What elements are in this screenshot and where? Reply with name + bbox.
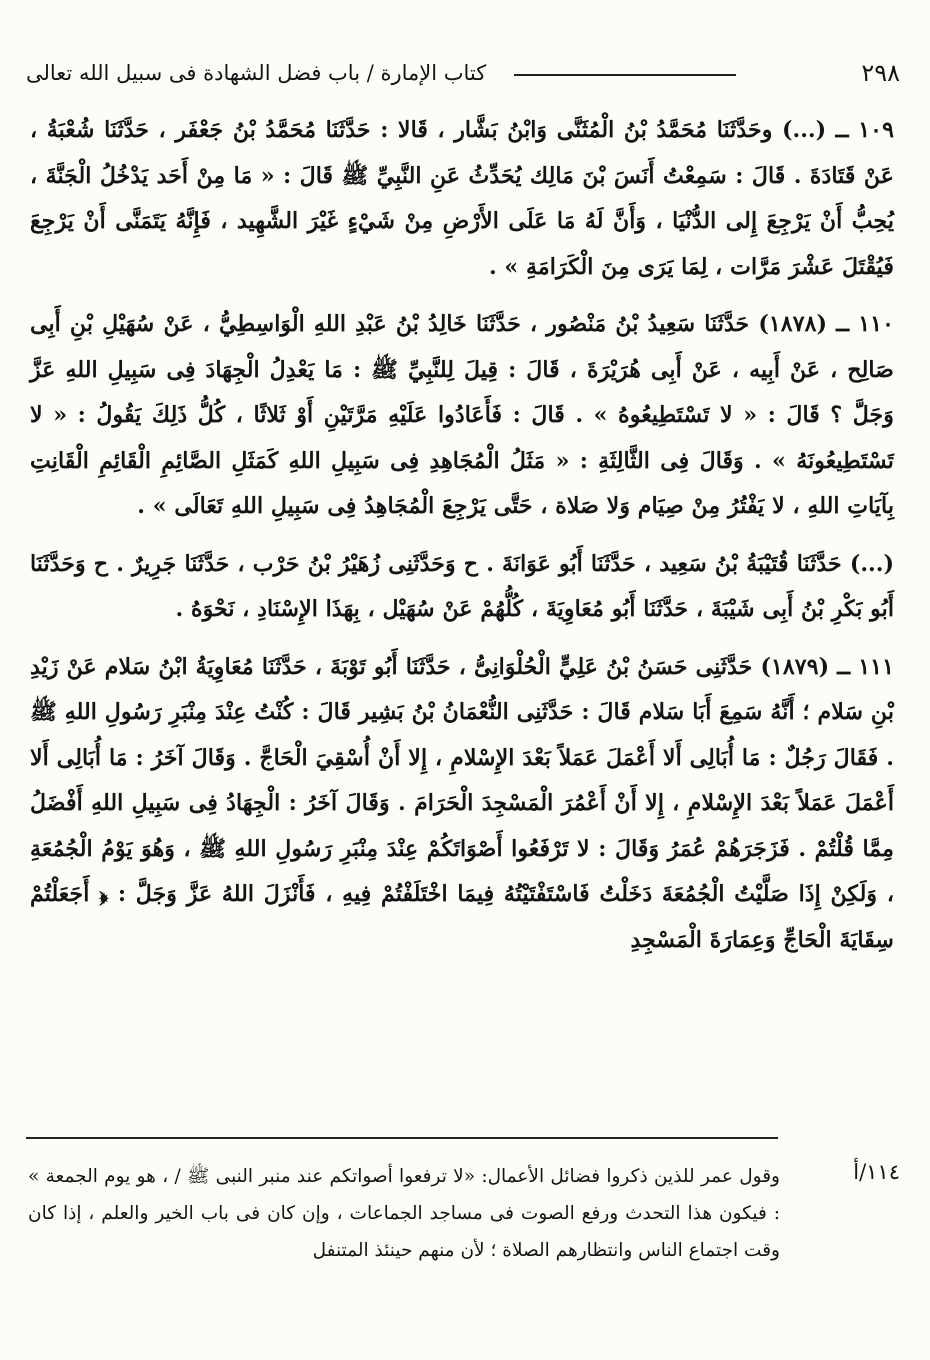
hadith-111: ١١١ ــ (١٨٧٩) حَدَّثَنِى حَسَنُ بْنُ عَلِيٍّ الْحُلْوَانِىُّ ، حَدَّثَنَا أَبُو تَوْبَةَ ، حَدَّثَنَا مُعَاوِيَةُ ابْنُ سَلام عَنْ زَيْدِ بْنِ سَلام ؛ أَنَّهُ سَمِعَ أَبَا سَلام قَالَ : حَدَّثَنِى النُّعْمَانُ بْنُ بَشِير قَالَ : كُنْتُ عِنْدَ مِنْبَرِ رَسُولِ اللهِ ﷺ . فَقَالَ رَجُلٌ : مَا أُبَالِى أَلا أَعْمَلَ عَمَلاً بَعْدَ الإِسْلامِ ، إِلا أَنْ أُسْقِيَ الْحَاجَّ . وَقَالَ آخَرُ : مَا أُبَالِى أَلا أَعْمَلَ عَمَلاً بَعْدَ الإِسْلامِ ، إِلا أَنْ أَعْمُرَ الْمَسْجِدَ الْحَرَامَ . وَقَالَ آخَرُ : الْجِهَادُ فِى سَبِيلِ اللهِ أَفْضَلُ مِمَّا قُلْتُمْ . فَزَجَرَهُمْ عُمَرُ وَقَالَ : لا تَرْفَعُوا أَصْوَاتَكُمْ عِنْدَ مِنْبَرِ رَسُولِ اللهِ ﷺ ، وَهُوَ يَوْمُ الْجُمُعَةِ ، وَلَكِنْ إِذَا صَلَّيْتُ الْجُمُعَةَ دَخَلْتُ فَاسْتَفْتَيْتُهُ فِيمَا اخْتَلَفْتُمْ فِيهِ ، فَأَنْزَلَ اللهُ عَزَّ وَجَلَّ : ﴿ أَجَعَلْتُمْ سِقَايَةَ الْحَاجِّ وَعِمَارَةَ الْمَسْجِدِ [30,653,894,953]
footnote-rule [26,1137,778,1139]
footnote-text: وقول عمر للذين ذكروا فضائل الأعمال: «لا ترفعوا أصواتكم عند منبر النبى ﷺ / ، هو يوم الجمعة » : فيكون هذا التحدث ورفع الصوت فى مساجد الجماعات ، وإن كان فى باب الخير والعلم ، إذا كان وقت اجتماع الناس وانتظارهم الصلاة ؛ لأن منهم حينئذ المتنفل [28,1166,780,1261]
running-header [26,56,900,90]
main-text [30,108,894,963]
footnote-marker: ١١٤/أ [853,1160,900,1184]
page-number: ٢٩٨ [861,59,900,87]
header-rule [514,74,736,76]
chapter-title: كتاب الإمارة / باب فضل الشهادة فى سبيل الله تعالى [26,61,487,85]
hadith-109: ١٠٩ ــ (...) وحَدَّثَنَا مُحَمَّدُ بْنُ الْمُثَنَّى وَابْنُ بَشَّار ، قَالا : حَدَّثَنَا مُحَمَّدُ بْنُ جَعْفَر ، حَدَّثَنَا شُعْبَةُ ، عَنْ قَتَادَةَ . قَالَ : سَمِعْتُ أَنَسَ بْنَ مَالِك يُحَدِّثُ عَنِ النَّبِيِّ ﷺ قَالَ : « مَا مِنْ أَحَد يَدْخُلُ الْجَنَّةَ ، يُحِبُّ أَنْ يَرْجِعَ إِلى الدُّنْيَا ، وَأَنَّ لَهُ مَا عَلَى الأَرْضِ مِنْ شَيْءٍ غَيْرَ الشَّهِيد ، فَإِنَّهُ يَتَمَنَّى أَنْ يَرْجِعَ فَيُقْتَلَ عَشْرَ مَرَّات ، لِمَا يَرَى مِنَ الْكَرَامَةِ » . [30,117,894,280]
hadith-110: ١١٠ ــ (١٨٧٨) حَدَّثَنَا سَعِيدُ بْنُ مَنْصُور ، حَدَّثَنَا خَالِدُ بْنُ عَبْدِ اللهِ الْوَاسِطِيُّ ، عَنْ سُهَيْلِ بْنِ أَبِى صَالِح ، عَنْ أَبِيه ، عَنْ أَبِى هُرَيْرَةَ ، قَالَ : قِيلَ لِلنَّبِيِّ ﷺ : مَا يَعْدِلُ الْجِهَادَ فِى سَبِيلِ اللهِ عَزَّ وَجَلَّ ؟ قَالَ : « لا تَسْتَطِيعُوهُ » . قَالَ : فَأَعَادُوا عَلَيْهِ مَرَّتَيْنِ أَوْ ثَلاثًا ، كُلُّ ذَلِكَ يَقُولُ : « لا تَسْتَطِيعُونَهُ » . وَقَالَ فِى الثَّالِثَةِ : « مَثَلُ الْمُجَاهِدِ فِى سَبِيلِ اللهِ كَمَثَلِ الصَّائِمِ الْقَائِمِ الْقَانِتِ بِآيَاتِ اللهِ ، لا يَفْتُرُ مِنْ صِيَام وَلا صَلاة ، حَتَّى يَرْجِعَ الْمُجَاهِدُ فِى سَبِيلِ اللهِ تَعَالَى » . [30,311,894,519]
hadith-110-chain: (...) حَدَّثَنَا قُتَيْبَةُ بْنُ سَعِيد ، حَدَّثَنَا أَبُو عَوَانَةَ . ح وَحَدَّثَنِى زُهَيْرُ بْنُ حَرْب ، حَدَّثَنَا جَرِيرٌ . ح وَحَدَّثَنَا أَبُو بَكْرِ بْنُ أَبِى شَيْبَةَ ، حَدَّثَنَا أَبُو مُعَاوِيَةَ ، كُلُّهُمْ عَنْ سُهَيْل ، بِهَذَا الإِسْنَادِ ، نَحْوَهُ . [30,550,894,622]
